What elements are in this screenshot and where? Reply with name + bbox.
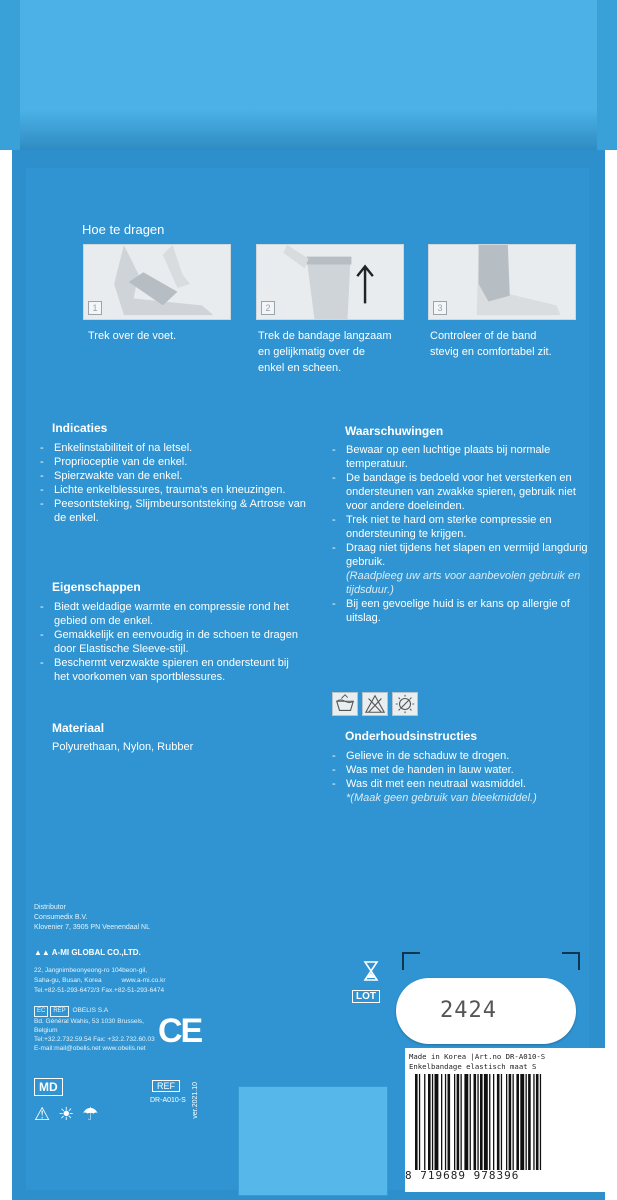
lot-number: 2424 — [440, 998, 497, 1023]
list-item: - Proprioceptie van de enkel. — [36, 455, 306, 469]
barcode-bar — [435, 1074, 439, 1170]
manufacturer-contact: Tel.+82-51-293-6472/3 Fax.+82-51-293-6474 — [34, 987, 165, 994]
ref-label: REF — [152, 1080, 180, 1092]
barcode-number: 8 719689 978396 — [405, 1169, 520, 1182]
no-bleach-icon — [362, 692, 388, 716]
barcode-bar — [509, 1074, 512, 1170]
barcode-bar — [415, 1074, 418, 1170]
product-label — [405, 1048, 608, 1192]
factory-icon: ▲▲ — [34, 948, 50, 957]
indications-title: Indicaties — [52, 421, 108, 435]
manufacturer-city: Saha-gu, Busan, Korea — [34, 977, 102, 984]
barcode-bar — [454, 1074, 455, 1170]
ec-rep-header — [34, 1006, 164, 1017]
list-item: - Bewaar op een luchtige plaats bij normale temperatuur. — [328, 443, 598, 471]
list-item: - Spierzwakte van de enkel. — [36, 469, 306, 483]
distributor-info — [34, 903, 150, 933]
step-1-caption: Trek over de voet. — [88, 330, 177, 342]
version-label: ver.2021.10 — [192, 1082, 199, 1119]
properties-title: Eigenschappen — [52, 580, 141, 594]
ec-rep-address: Bd. Général Wahis, 53 1030 Brussels, — [34, 1018, 144, 1025]
barcode-bar — [540, 1074, 541, 1170]
list-item: - Enkelinstabiliteit of na letsel. — [36, 441, 306, 455]
step-number: 1 — [88, 301, 102, 315]
manufacturer-website: www.a-mi.co.kr — [121, 977, 166, 984]
barcode-bar — [480, 1074, 483, 1170]
manufacturer-address-line: 22, Jangnimbeonyeong-ro 104beon-gil, — [34, 967, 148, 974]
how-to-wear-title: Hoe te dragen — [82, 222, 165, 237]
indications-list — [36, 441, 306, 525]
warnings-list — [328, 443, 598, 625]
step-2-image — [256, 244, 404, 320]
list-item: - Lichte enkelblessures, trauma's en kneuzingen. — [36, 483, 306, 497]
step-1-image — [83, 244, 231, 320]
manufacturer-name — [34, 948, 141, 957]
rep-label: REP — [50, 1006, 68, 1017]
step-number: 3 — [433, 301, 447, 315]
barcode-bar — [497, 1074, 500, 1170]
barcode-bar — [448, 1074, 451, 1170]
material-title: Materiaal — [52, 721, 105, 735]
ec-rep-name: OBELIS S.A — [72, 1007, 109, 1014]
warning-note: (Raadpleeg uw arts voor aanbevolen gebruik en tijdsduur.) — [346, 570, 581, 596]
barcode-bar — [428, 1074, 431, 1170]
box-flap-shade — [20, 110, 597, 150]
manufacturer-address-line — [34, 976, 224, 986]
barcode-bar — [470, 1074, 471, 1170]
barcode-bar — [506, 1074, 507, 1170]
barcode-bar — [533, 1074, 534, 1170]
properties-list — [36, 600, 306, 684]
hand-wash-icon — [332, 692, 358, 716]
ec-rep-country: Belgium — [34, 1027, 58, 1034]
label-line-2: Enkelbandage elastisch maat S — [409, 1062, 537, 1071]
barcode-bar — [513, 1074, 514, 1170]
foot-sleeve-icon — [84, 245, 230, 319]
list-item: - Trek niet te hard om sterke compressie en ondersteuning te krijgen. — [328, 513, 598, 541]
md-mark: MD — [34, 1078, 63, 1096]
pull-up-icon — [257, 245, 403, 319]
label-line-1: Made in Korea |Art.no DR-A010-S — [409, 1052, 546, 1061]
ec-rep-email: E-mail:mail@obelis.net www.obelis.net — [34, 1045, 146, 1052]
barcode-bar — [457, 1074, 460, 1170]
barcode-bar — [432, 1074, 433, 1170]
distributor-label: Distributor — [34, 904, 66, 911]
barcode-bar — [419, 1074, 420, 1170]
care-icons — [332, 692, 418, 716]
care-note: *(Maak geen gebruik van bleekmiddel.) — [346, 792, 537, 804]
care-list — [328, 749, 598, 805]
ce-mark: CE — [158, 1012, 202, 1050]
manufacturer-name-text: A-MI GLOBAL CO.,LTD. — [51, 948, 141, 957]
ref-value: DR-A010-S — [150, 1097, 186, 1104]
list-item: - Gemakkelijk en eenvoudig in de schoen te dragen door Elastische Sleeve-stijl. — [36, 628, 306, 656]
distributor-name: Consumedix B.V. — [34, 914, 88, 921]
barcode-bar — [461, 1074, 462, 1170]
barcode-bar — [477, 1074, 478, 1170]
barcode-bar — [536, 1074, 539, 1170]
barcode-bar — [526, 1074, 527, 1170]
manufacturer-address — [34, 966, 224, 996]
step-number: 2 — [261, 301, 275, 315]
ec-label: EC — [34, 1006, 48, 1017]
box-bottom-tab — [238, 1086, 388, 1196]
ankle-check-icon — [429, 245, 575, 319]
list-item: - Beschermt verzwakte spieren en ondersteunt bij het voorkomen van sportblessures. — [36, 656, 306, 684]
list-item: - Was dit met een neutraal wasmiddel. — [328, 777, 598, 791]
barcode-bar — [501, 1074, 502, 1170]
list-item: - Bij een gevoelige huid is er kans op allergie of uitslag. — [328, 597, 598, 625]
barcode-bar — [474, 1074, 477, 1170]
barcode-bar — [493, 1074, 494, 1170]
lot-label: LOT — [352, 990, 380, 1003]
keep-dry-icon: ☂ — [82, 1104, 99, 1124]
list-item: - Draag niet tijdens het slapen en vermijd langdurig gebruik. — [328, 541, 598, 569]
barcode — [413, 1074, 603, 1170]
ec-rep-contact: Tel:+32.2.732.59.54 Fax: +32.2.732.60.03 — [34, 1036, 155, 1043]
barcode-bar — [464, 1074, 468, 1170]
barcode-bar — [528, 1074, 531, 1170]
barcode-bar — [441, 1074, 442, 1170]
warnings-title: Waarschuwingen — [345, 424, 444, 438]
care-title: Onderhoudsinstructies — [345, 729, 478, 743]
barcode-bar — [445, 1074, 446, 1170]
ec-rep-info — [34, 1006, 164, 1053]
warning-symbols — [34, 1104, 98, 1125]
caution-icon: ⚠ — [34, 1104, 51, 1124]
step-3-image — [428, 244, 576, 320]
list-item: - De bandage is bedoeld voor het versterken en ondersteunen van zwakke spieren, gebruik niet voor andere doeleinden. — [328, 471, 598, 513]
barcode-bar — [520, 1074, 524, 1170]
barcode-bar — [484, 1074, 488, 1170]
list-item: - Was met de handen in lauw water. — [328, 763, 598, 777]
distributor-address: Klovenier 7, 3905 PN Veenendaal NL — [34, 924, 150, 931]
step-2-caption: Trek de bandage langzaam en gelijkmatig over de enkel en scheen. — [258, 330, 392, 374]
barcode-bar — [489, 1074, 490, 1170]
list-item: - Gelieve in de schaduw te drogen. — [328, 749, 598, 763]
keep-away-sunlight-icon: ☀ — [58, 1104, 75, 1124]
list-item: - Biedt weldadige warmte en compressie rond het gebied om de enkel. — [36, 600, 306, 628]
barcode-bar — [424, 1074, 425, 1170]
shade-dry-icon — [392, 692, 418, 716]
barcode-bar — [516, 1074, 519, 1170]
hourglass-icon — [362, 960, 380, 982]
list-item: - Peesontsteking, Slijmbeursontsteking & Artrose van de enkel. — [36, 497, 306, 525]
material-text: Polyurethaan, Nylon, Rubber — [52, 741, 194, 753]
step-3-caption: Controleer of de band stevig en comfortabel zit. — [430, 330, 552, 358]
